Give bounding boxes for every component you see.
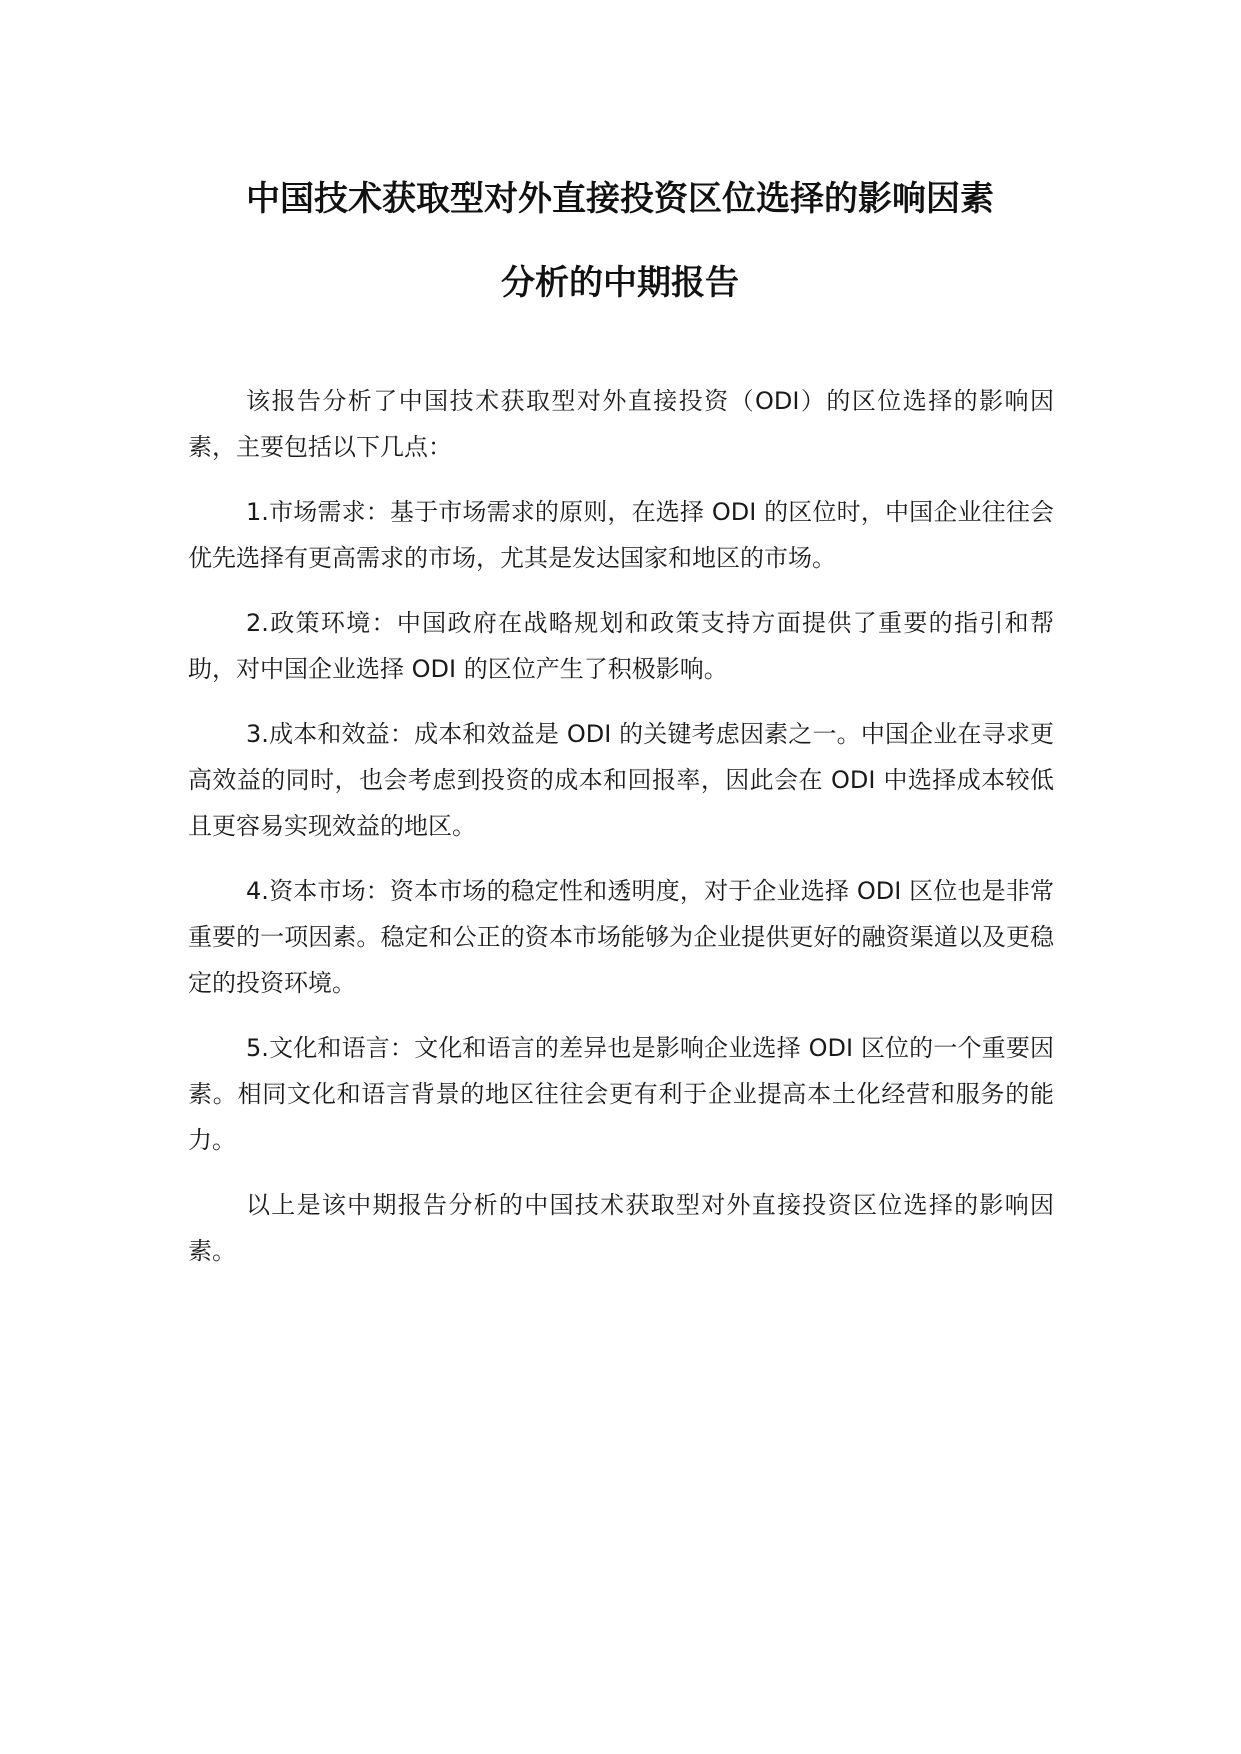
document-body <box>188 378 1054 1293</box>
point-policy-environment: 2.政策环境：中国政府在战略规划和政策支持方面提供了重要的指引和帮助，对中国企业选择 ODI 的区位产生了积极影响。 <box>188 609 1054 683</box>
conclusion-paragraph: 以上是该中期报告分析的中国技术获取型对外直接投资区位选择的影响因素。 <box>188 1191 1054 1265</box>
intro-paragraph: 该报告分析了中国技术获取型对外直接投资（ODI）的区位选择的影响因素，主要包括以下几点： <box>188 387 1054 461</box>
point-market-demand: 1.市场需求：基于市场需求的原则，在选择 ODI 的区位时，中国企业往往会优先选择有更高需求的市场，尤其是发达国家和地区的市场。 <box>188 498 1054 572</box>
point-cost-benefit: 3.成本和效益：成本和效益是 ODI 的关键考虑因素之一。中国企业在寻求更高效益的同时，也会考虑到投资的成本和回报率，因此会在 ODI 中选择成本较低且更容易实现效益的地区。 <box>188 720 1054 840</box>
document-title <box>190 176 1050 306</box>
title-line-2: 分析的中期报告 <box>501 263 739 303</box>
point-culture-language: 5.文化和语言：文化和语言的差异也是影响企业选择 ODI 区位的一个重要因素。相同文化和语言背景的地区往往会更有利于企业提高本土化经营和服务的能力。 <box>188 1034 1054 1154</box>
title-line-1: 中国技术获取型对外直接投资区位选择的影响因素 <box>246 179 994 219</box>
point-capital-market: 4.资本市场：资本市场的稳定性和透明度，对于企业选择 ODI 区位也是非常重要的一项因素。稳定和公正的资本市场能够为企业提供更好的融资渠道以及更稳定的投资环境。 <box>188 877 1054 997</box>
